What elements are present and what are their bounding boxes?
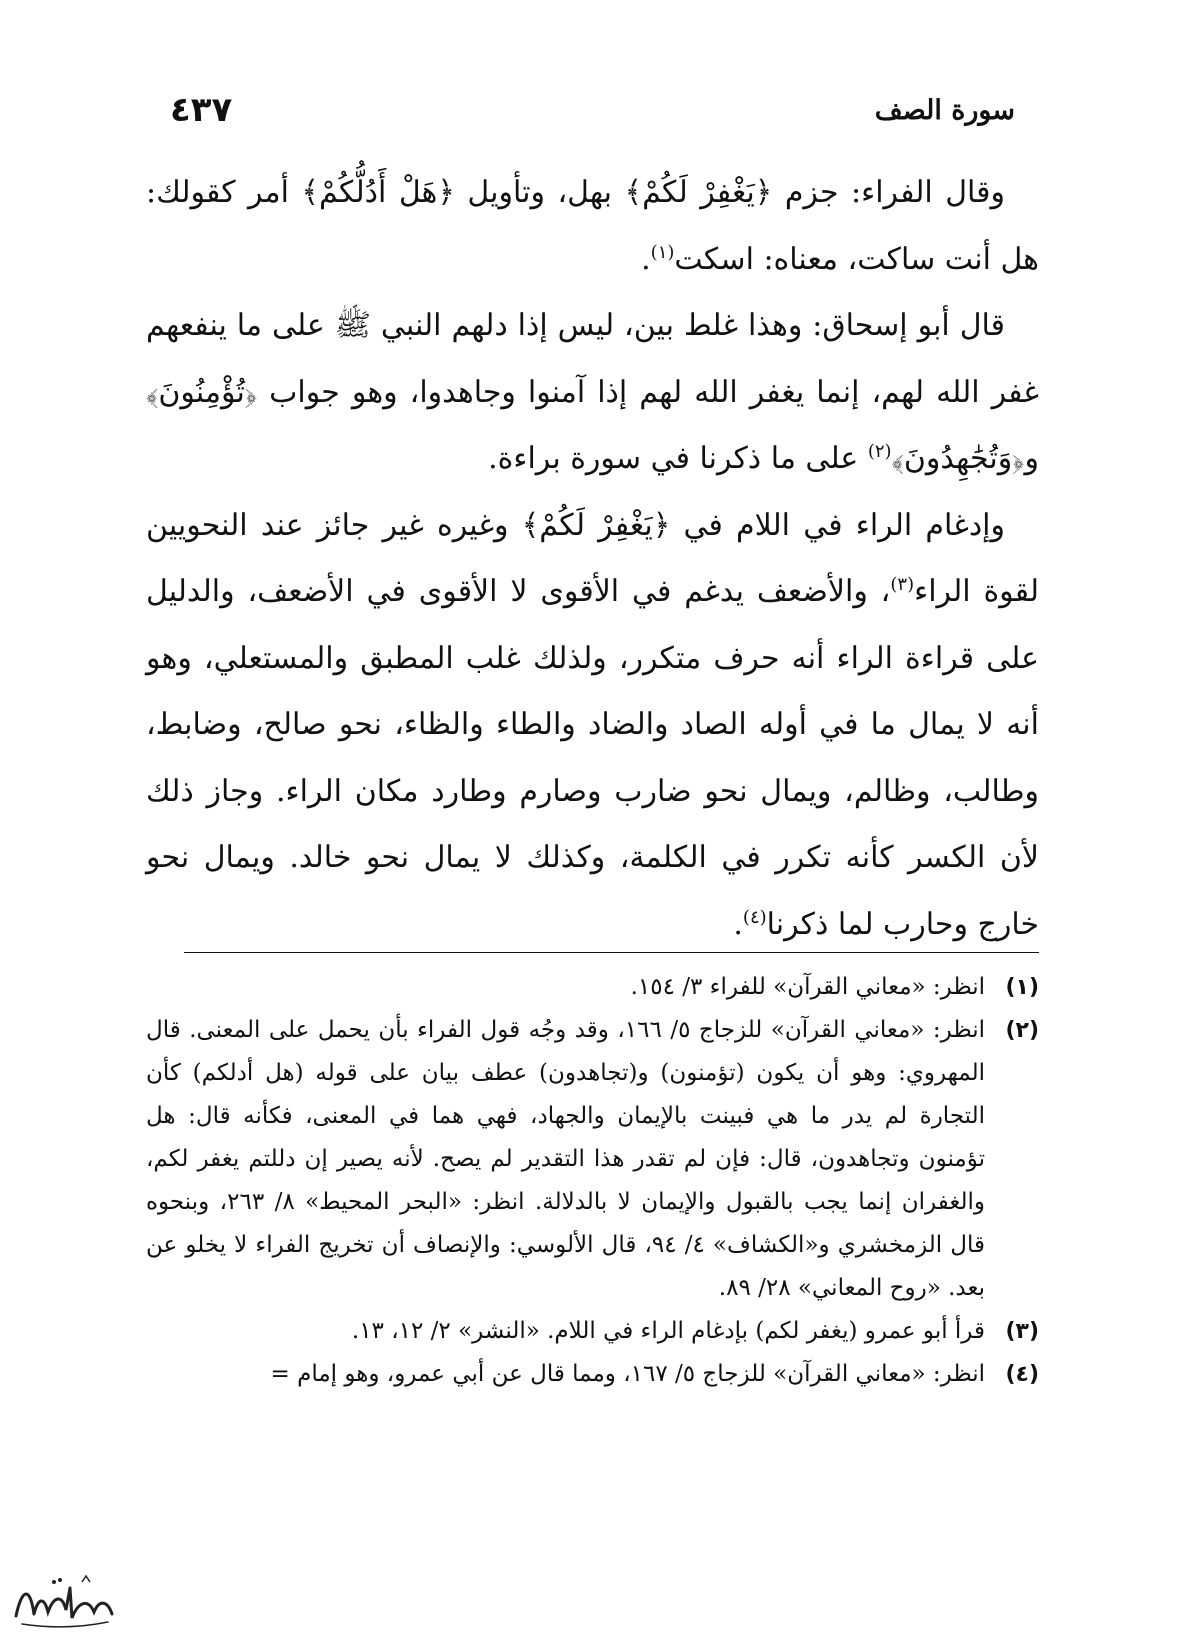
footnote-ref: (٢) (867, 441, 892, 462)
footnote-ref: (١) (650, 241, 675, 263)
footnote-mark: (٢) (1005, 1018, 1039, 1043)
footnote-text: قرأ أبو عمرو (يغفر لكم) بإدغام الراء في اللام. «النشر» ٢/ ١٢، ١٣. (351, 1318, 985, 1344)
running-head (170, 88, 1015, 132)
signature-watermark-icon (8, 1568, 118, 1638)
paragraph-text: وقال الفراء: جزم ﴿يَغْفِرْ لَكُمْ﴾ بهل، وتأويل ﴿هَلْ أَدُلُّكُمْ﴾ أمر كقولك: هل أنت ساكت، معناه: اسكت (146, 175, 1039, 277)
paragraph-tail: ، والأضعف يدغم في الأقوى لا الأقوى في الأضعف، والدليل على قراءة الراء أنه حرف متكرر، ولذلك غلب المطبق والمستعلي، وهو أنه لا يمال ما في أوله الصاد والضاد والطاء والظاء، نحو صالح، وضابط، وطالب، وظالم، ويمال نحو ضارب وصارم وطارد مكان الراء. وجاز ذلك لأن الكسر كأنه تكرر في الكلمة، وكذلك لا يمال نحو خالد. ويمال نحو خارج وحارب لما ذكرنا (146, 574, 1039, 942)
footnote-3 (146, 1310, 1039, 1353)
paragraph-tail: . (641, 241, 651, 277)
page-number: ٤٣٧ (170, 90, 233, 130)
footnote-mark: (٣) (1005, 1319, 1039, 1344)
paragraph-3 (146, 493, 1039, 959)
main-text (146, 160, 1039, 958)
footnotes (146, 966, 1039, 1396)
footnote-text: انظر: «معاني القرآن» للزجاج ٥/ ١٦٦، وقد وجُه قول الفراء بأن يحمل على المعنى. قال المهروي: وهو أن يكون (تؤمنون) و(تجاهدون) عطف بيان على قوله (هل أدلكم) كأن التجارة لم يدر ما هي فبينت بالإيمان والجهاد، فهي هما في المعنى، فكأنه قال: هل تؤمنون وتجاهدون، قال: فإن لم تقدر هذا التقدير لم يصح. لأنه يصير إن دللتم يغفر لكم، والغفران إنما يجب بالقبول والإيمان لا بالدلالة. انظر: «البحر المحيط» ٨/ ٢٦٣، وبنحوه قال الزمخشري و«الكشاف» ٤/ ٩٤، قال الألوسي: والإنصاف أن تخريج الفراء لا يخلو عن بعد. «روح المعاني» ٢٨/ ٨٩. (146, 1017, 986, 1301)
footnote-4 (146, 1353, 1039, 1396)
footnote-text: انظر: «معاني القرآن» للزجاج ٥/ ١٦٧، ومما قال عن أبي عمرو، وهو إمام = (270, 1361, 985, 1387)
paragraph-1 (146, 160, 1039, 293)
footnote-ref: (٤) (742, 906, 767, 928)
footnote-text: انظر: «معاني القرآن» للفراء ٣/ ١٥٤. (630, 974, 985, 1000)
paragraph-tail: . (733, 906, 743, 942)
signature-watermark-glyph (8, 1568, 118, 1638)
footnote-mark: (٤) (1005, 1362, 1039, 1387)
paragraph-text: قال أبو إسحاق: وهذا غلط بين، ليس إذا دلهم النبي ﷺ على ما ينفعهم غفر الله لهم، إنما يغفر الله لهم إذا آمنوا وجاهدوا، وهو جواب ﴿تُؤْمِنُونَ﴾ و﴿وَتُجَٰهِدُونَ﴾ (146, 308, 1039, 476)
footnote-2 (146, 1009, 1039, 1310)
surah-name: سورة الصف (874, 94, 1015, 126)
footnote-1 (146, 966, 1039, 1009)
footnote-mark: (١) (1005, 975, 1039, 1000)
paragraph-text: وإدغام الراء في اللام في ﴿يَغْفِرْ لَكُمْ﴾ وغيره غير جائز عند النحويين لقوة الراء (146, 507, 1039, 609)
footnote-divider (184, 952, 1039, 953)
paragraph-2 (146, 293, 1039, 493)
paragraph-tail: على ما ذكرنا في سورة براءة. (488, 441, 868, 476)
footnote-ref: (٣) (890, 574, 915, 595)
